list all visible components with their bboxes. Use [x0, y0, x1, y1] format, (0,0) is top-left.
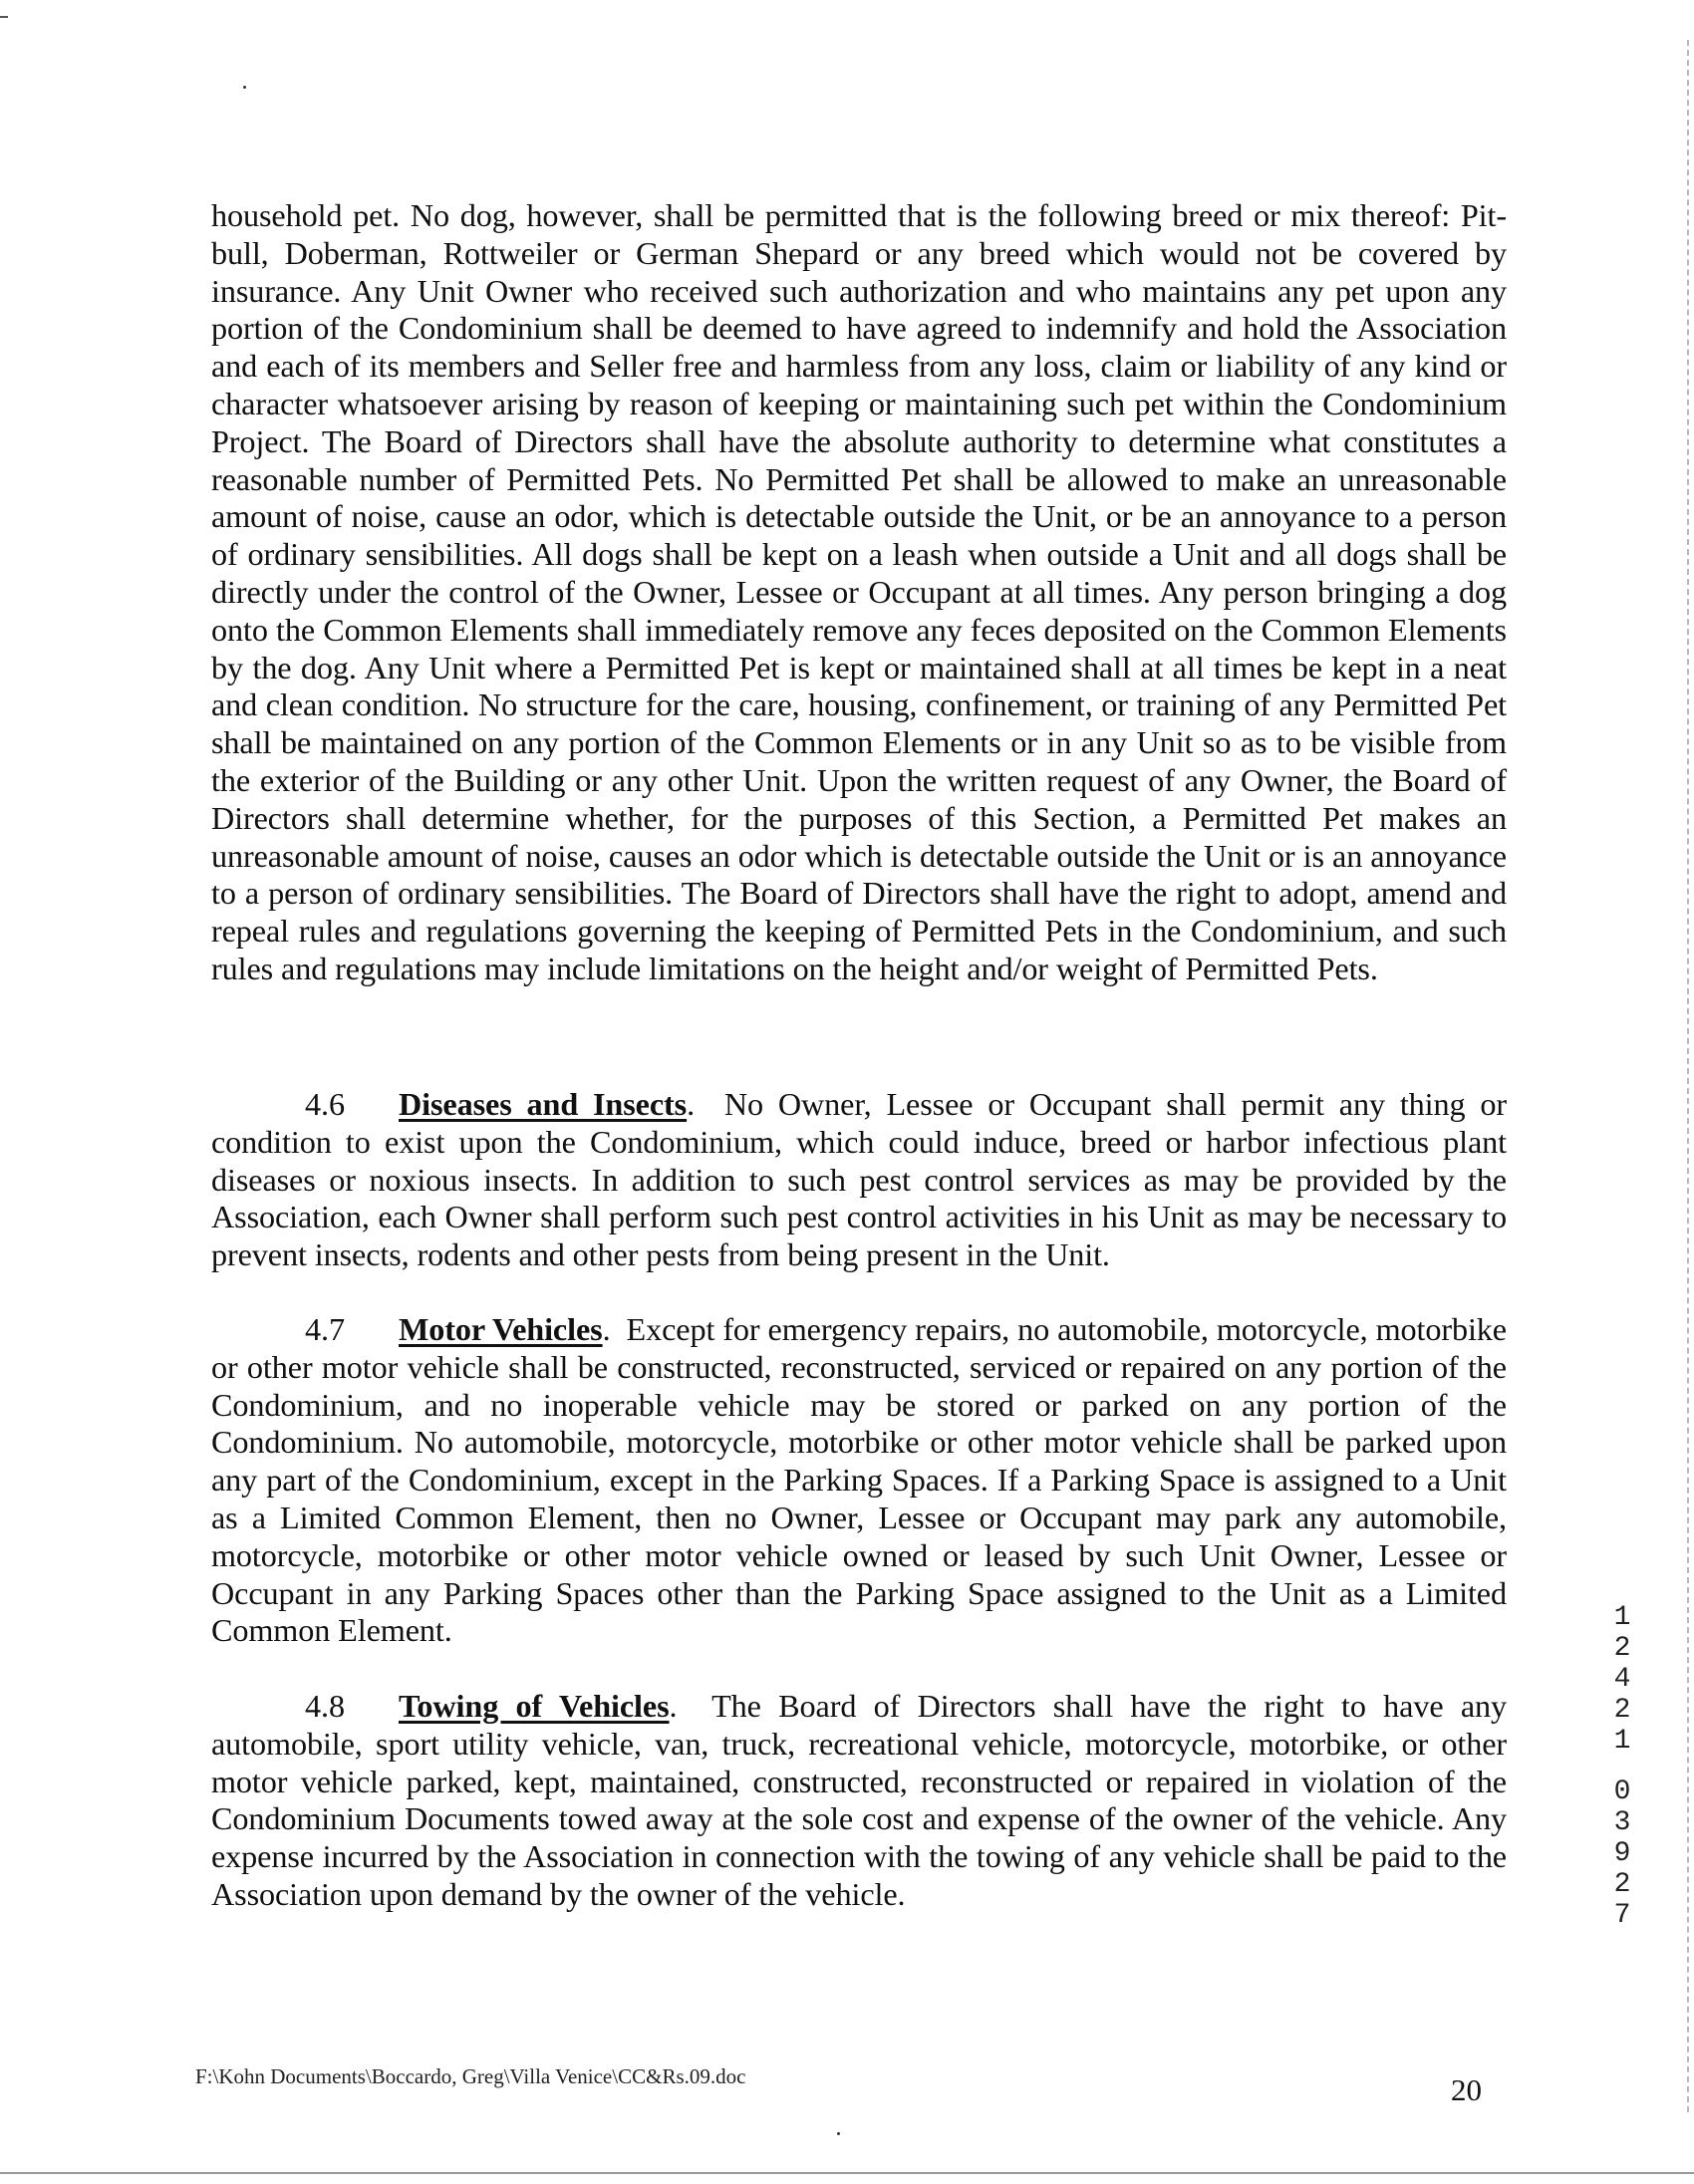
page-number: 20 — [1451, 2072, 1482, 2107]
stamp-digit: 2 — [1613, 1695, 1631, 1726]
section-number: 4.8 — [305, 1688, 345, 1724]
stamp-digit: 1 — [1613, 1726, 1631, 1757]
stamp-digit: 0 — [1613, 1776, 1631, 1807]
stamp-digit: 2 — [1613, 1869, 1631, 1900]
scan-speck — [243, 86, 246, 89]
scan-edge-mark — [0, 16, 8, 18]
stamp-digit: 7 — [1613, 1900, 1631, 1931]
pet-policy-paragraph: household pet. No dog, however, shall be permitted that is the following breed or mix thereof: Pit-bull, Doberman, Rottweiler or German Shepard or any breed which would not be covered by insurance. Any Unit Owner who received such authorization and who maintains any pet upon any portion of the Condominium shall be deemed to have agreed to indemnify and hold the Association and each of its members and Seller free and harmless from any loss, claim or liability of any kind or character whatsoever arising by reason of keeping or maintaining such pet within the Condominium Project. The Board of Directors shall have the absolute authority to determine what constitutes a reasonable number of Permitted Pets. No Permitted Pet shall be allowed to make an unreasonable amount of noise, cause an odor, which is detectable outside the Unit, or be an annoyance to a person of ordinary sensibilities. All dogs shall be kept on a leash when outside a Unit and all dogs shall be directly under the control of the Owner, Lessee or Occupant at all times. Any person bringing a dog onto the Common Elements shall immediately remove any feces deposited on the Common Elements by the dog. Any Unit where a Permitted Pet is kept or maintained shall at all times be kept in a neat and clean condition. No structure for the care, housing, confinement, or training of any Permitted Pet shall be maintained on any portion of the Common Elements or in any Unit so as to be visible from the exterior of the Building or any other Unit. Upon the written request of any Owner, the Board of Directors shall determine whether, for the purposes of this Section, a Permitted Pet makes an unreasonable amount of noise, causes an odor which is detectable outside the Unit or is an annoyance to a person of ordinary sensibilities. The Board of Directors shall have the right to adopt, amend and repeal rules and regulations governing the keeping of Permitted Pets in the Condominium, and such rules and regulations may include limitations on the height and/or weight of Permitted Pets. — [211, 197, 1507, 986]
section-body: Except for emergency repairs, no automobile, motorcycle, motorbike or other motor vehicle shall be constructed, reconstructed, serviced or repaired on any portion of the Condominium, and no inoperable vehicle may be stored or parked on any portion of the Condominium. No automobile, motorcycle, motorbike or other motor vehicle shall be parked upon any part of the Condominium, except in the Parking Spaces. If a Parking Space is assigned to a Unit as a Limited Common Element, then no Owner, Lessee or Occupant may park any automobile, motorcycle, motorbike or other motor vehicle owned or leased by such Unit Owner, Lessee or Occupant in any Parking Spaces other than the Parking Space assigned to the Unit as a Limited Common Element. — [211, 1311, 1507, 1649]
stamp-digit: 3 — [1613, 1807, 1631, 1838]
section-title: Motor Vehicles — [399, 1311, 603, 1347]
section-4-7: 4.7 Motor Vehicles. Except for emergency repairs, no automobile, motorcycle, motorbike or other motor vehicle shall be constructed, reconstructed, serviced or repaired on any portion of the Condominium, and no inoperable vehicle may be stored or parked on any portion of the Condominium. No automobile, motorcycle, motorbike or other motor vehicle shall be parked upon any part of the Condominium, except in the Parking Spaces. If a Parking Space is assigned to a Unit as a Limited Common Element, then no Owner, Lessee or Occupant may park any automobile, motorcycle, motorbike or other motor vehicle owned or leased by such Unit Owner, Lessee or Occupant in any Parking Spaces other than the Parking Space assigned to the Unit as a Limited Common Element. — [211, 1311, 1507, 1649]
stamp-digit: 2 — [1613, 1633, 1631, 1664]
scan-speck — [837, 2132, 840, 2135]
section-number: 4.7 — [305, 1311, 345, 1347]
stamp-digit: 1 — [1613, 1602, 1631, 1633]
section-title: Diseases and Insects — [399, 1086, 688, 1122]
section-body: The Board of Directors shall have the right to have any automobile, sport utility vehicle, van, truck, recreational vehicle, motorcycle, motorbike, or other motor vehicle parked, kept, maintained, constructed, reconstructed or repaired in violation of the Condominium Documents towed away at the sole cost and expense of the owner of the vehicle. Any expense incurred by the Association in connection with the towing of any vehicle shall be paid to the Association upon demand by the owner of the vehicle. — [211, 1688, 1507, 1912]
section-body: No Owner, Lessee or Occupant shall permit any thing or condition to exist upon the Condominium, which could induce, breed or harbor infectious plant diseases or noxious insects. In addition to such pest control services as may be provided by the Association, each Owner shall perform such pest control activities in his Unit as may be necessary to prevent insects, rodents and other pests from being present in the Unit. — [211, 1086, 1508, 1273]
scan-edge-bottom — [0, 2172, 1694, 2175]
section-number: 4.6 — [305, 1086, 345, 1122]
recording-stamp — [1602, 1602, 1642, 1931]
scan-edge-right — [1687, 40, 1690, 2112]
stamp-digit: 4 — [1613, 1664, 1631, 1695]
section-4-8: 4.8 Towing of Vehicles. The Board of Directors shall have the right to have any automobile, sport utility vehicle, van, truck, recreational vehicle, motorcycle, motorbike, or other motor vehicle parked, kept, maintained, constructed, reconstructed or repaired in violation of the Condominium Documents towed away at the sole cost and expense of the owner of the vehicle. Any expense incurred by the Association in connection with the towing of any vehicle shall be paid to the Association upon demand by the owner of the vehicle. — [211, 1688, 1507, 1912]
footer-file-path: F:\Kohn Documents\Boccardo, Greg\Villa Venice\CC&Rs.09.doc — [195, 2064, 746, 2088]
section-title: Towing of Vehicles — [399, 1688, 670, 1724]
section-4-6: 4.6 Diseases and Insects. No Owner, Lessee or Occupant shall permit any thing or condition to exist upon the Condominium, which could induce, breed or harbor infectious plant diseases or noxious insects. In addition to such pest control services as may be provided by the Association, each Owner shall perform such pest control activities in his Unit as may be necessary to prevent insects, rodents and other pests from being present in the Unit. — [211, 1086, 1508, 1273]
stamp-digit: 9 — [1613, 1838, 1631, 1869]
